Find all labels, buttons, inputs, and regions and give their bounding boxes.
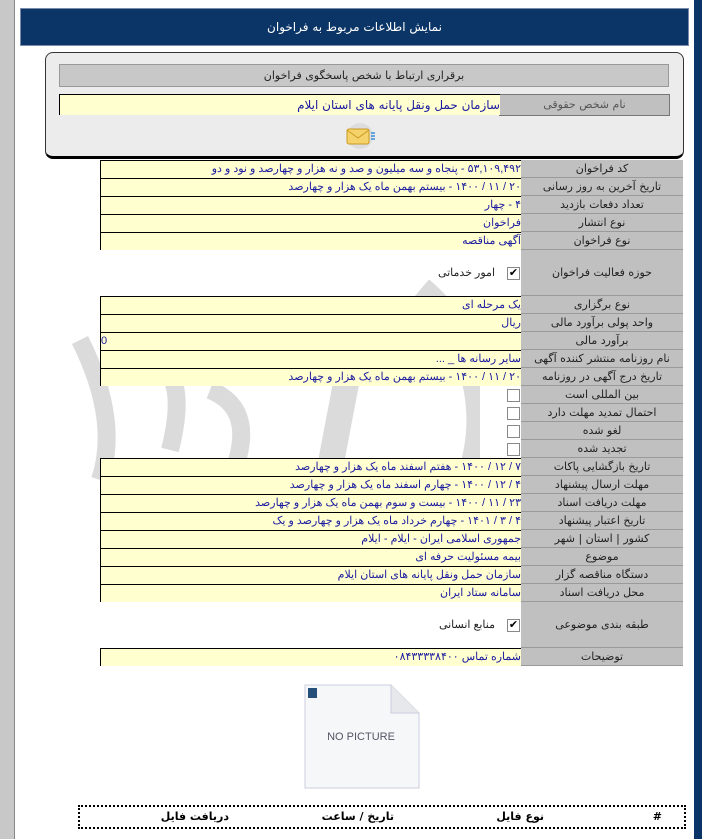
detail-label: طبقه بندی موضوعی: [521, 602, 683, 648]
detail-label: تاریخ درج آگهی در روزنامه: [521, 368, 683, 386]
checkbox-label: امور خدماتی: [437, 266, 495, 279]
detail-row: [100, 178, 683, 196]
page-title: نمایش اطلاعات مربوط به فراخوان: [20, 8, 689, 46]
col-file-type: نوع فایل: [496, 810, 544, 823]
detail-value: سازمان حمل ونقل پایانه های استان ایلام: [100, 566, 521, 584]
detail-row: [100, 350, 683, 368]
detail-row: [100, 386, 683, 404]
left-frame-strip: [0, 0, 15, 839]
email-icon[interactable]: [344, 122, 376, 150]
detail-row: [100, 332, 683, 350]
detail-label: کشور | استان | شهر: [521, 530, 683, 548]
detail-row: [100, 648, 683, 666]
checkbox-label: منابع انسانی: [438, 618, 495, 631]
contact-title: برقراری ارتباط با شخص پاسخگوی فراخوان: [59, 64, 669, 87]
detail-checkbox-cell: [100, 386, 521, 404]
detail-label: نوع برگزاری: [521, 296, 683, 314]
detail-label: برآورد مالی: [521, 332, 683, 350]
detail-row: [100, 160, 683, 178]
detail-value: ۴ / ۳ / ۱۴۰۱ - چهارم خرداد ماه یک هزار و چهارصد و یک: [100, 512, 521, 530]
detail-label: موضوع: [521, 548, 683, 566]
detail-value: سایر رسانه ها _ ...: [100, 350, 521, 368]
detail-value: جمهوری اسلامی ایران - ایلام - ایلام: [100, 530, 521, 548]
detail-value: فراخوان: [100, 214, 521, 232]
detail-row: [100, 314, 683, 332]
detail-row: [100, 296, 683, 314]
detail-row: [100, 250, 683, 296]
detail-row: [100, 530, 683, 548]
detail-value: ۲۰ / ۱۱ / ۱۴۰۰ - بیستم بهمن ماه یک هزار و چهارصد: [100, 368, 521, 386]
detail-value: ۷ / ۱۲ / ۱۴۰۰ - هفتم اسفند ماه یک هزار و چهارصد: [100, 458, 521, 476]
detail-label: کد فراخوان: [521, 160, 683, 178]
detail-value: ۴ - چهار: [100, 196, 521, 214]
col-date-time: تاریخ / ساعت: [321, 810, 394, 823]
detail-row: [100, 232, 683, 250]
detail-label: تجدید شده: [521, 440, 683, 458]
detail-label: محل دریافت اسناد: [521, 584, 683, 602]
detail-value: ۵۳,۱۰۹,۴۹۲ - پنجاه و سه میلیون و صد و نه هزار و چهارصد و نود و دو: [100, 160, 521, 178]
detail-value: ریال: [100, 314, 521, 332]
detail-label: احتمال تمدید مهلت دارد: [521, 404, 683, 422]
detail-label: توضیحات: [521, 648, 683, 666]
detail-row: [100, 584, 683, 602]
contact-box: [45, 52, 684, 159]
detail-label: بین المللی است: [521, 386, 683, 404]
detail-label: تاریخ آخرین به روز رسانی: [521, 178, 683, 196]
detail-row: [100, 440, 683, 458]
detail-checkbox-cell: [100, 404, 521, 422]
legal-person-label: نام شخص حقوقی: [499, 94, 670, 116]
detail-label: تاریخ بازگشایی پاکات: [521, 458, 683, 476]
detail-label: نوع فراخوان: [521, 232, 683, 250]
detail-label: تاریخ اعتبار پیشنهاد: [521, 512, 683, 530]
detail-label: مهلت دریافت اسناد: [521, 494, 683, 512]
detail-checkbox-cell: [100, 602, 521, 648]
checkbox[interactable]: [507, 389, 520, 402]
no-picture-text: NO PICTURE: [327, 731, 395, 743]
detail-value: شماره تماس ۰۸۴۳۳۳۳۸۴۰۰: [100, 648, 521, 666]
checkbox[interactable]: [507, 407, 520, 420]
detail-label: لغو شده: [521, 422, 683, 440]
detail-value: بیمه مسئولیت حرفه ای: [100, 548, 521, 566]
detail-value: 0: [100, 332, 521, 350]
checkbox[interactable]: ✔: [508, 618, 519, 631]
detail-row: [100, 548, 683, 566]
detail-checkbox-cell: [100, 250, 521, 296]
detail-value: ۲۰ / ۱۱ / ۱۴۰۰ - بیستم بهمن ماه یک هزار و چهارصد: [100, 178, 521, 196]
legal-person-value: سازمان حمل ونقل پایانه های استان ایلام: [59, 94, 500, 115]
detail-label: نام روزنامه منتشر کننده آگهی: [521, 350, 683, 368]
detail-label: تعداد دفعات بازدید: [521, 196, 683, 214]
detail-checkbox-cell: [100, 440, 521, 458]
detail-value: آگهی مناقصه: [100, 232, 521, 250]
detail-row: [100, 476, 683, 494]
detail-value: ۲۳ / ۱۱ / ۱۴۰۰ - بیست و سوم بهمن ماه یک هزار و چهارصد: [100, 494, 521, 512]
col-download: دریافت فایل: [160, 810, 229, 823]
right-frame-strip: [694, 0, 702, 839]
checkbox[interactable]: ✔: [508, 266, 519, 279]
detail-row: [100, 602, 683, 648]
detail-label: حوزه فعالیت فراخوان: [521, 250, 683, 296]
col-number: #: [652, 810, 662, 823]
detail-row: [100, 494, 683, 512]
detail-label: مهلت ارسال پیشنهاد: [521, 476, 683, 494]
detail-label: واحد پولی برآورد مالی: [521, 314, 683, 332]
files-table-header: [78, 805, 686, 829]
detail-value: ۴ / ۱۲ / ۱۴۰۰ - چهارم اسفند ماه یک هزار و چهارصد: [100, 476, 521, 494]
detail-row: [100, 422, 683, 440]
detail-row: [100, 512, 683, 530]
checkbox[interactable]: [507, 443, 520, 456]
detail-row: [100, 196, 683, 214]
detail-row: [100, 214, 683, 232]
no-picture-image: [303, 683, 421, 790]
detail-label: نوع انتشار: [521, 214, 683, 232]
detail-row: [100, 566, 683, 584]
detail-value: سامانه ستاد ایران: [100, 584, 521, 602]
detail-row: [100, 368, 683, 386]
detail-row: [100, 458, 683, 476]
tender-details-table: [100, 160, 683, 666]
detail-label: دستگاه مناقصه گزار: [521, 566, 683, 584]
detail-row: [100, 404, 683, 422]
detail-value: یک مرحله ای: [100, 296, 521, 314]
detail-checkbox-cell: [100, 422, 521, 440]
checkbox[interactable]: [507, 425, 520, 438]
